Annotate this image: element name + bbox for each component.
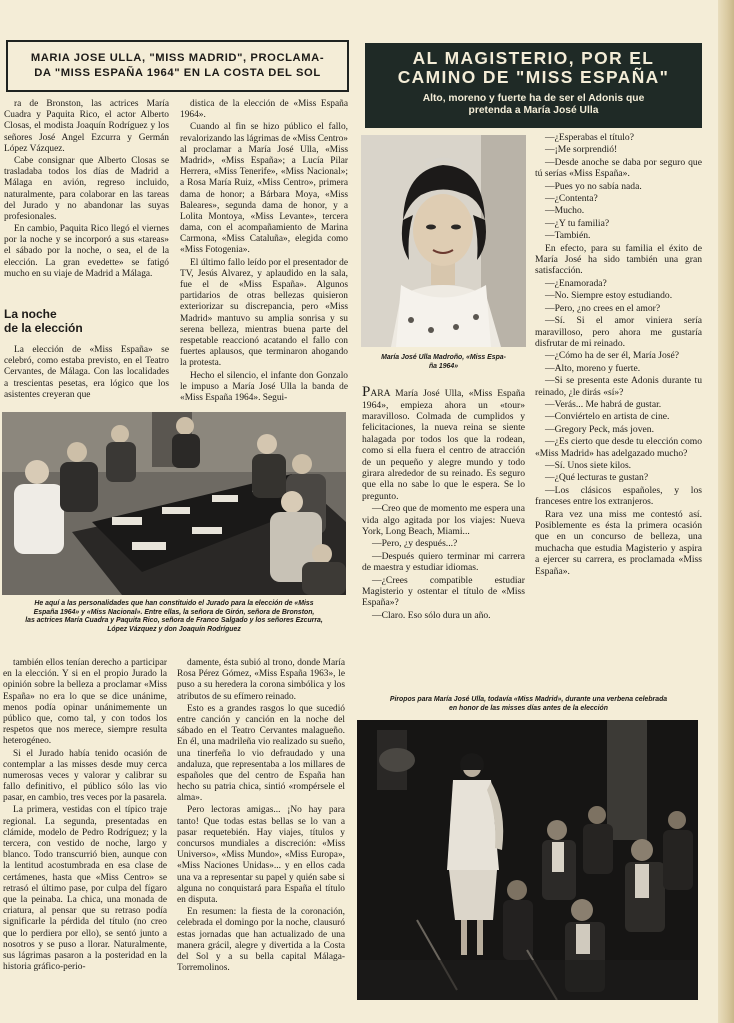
jury-photo <box>2 412 346 595</box>
paragraph: —Alto, moreno y fuerte. <box>545 362 641 374</box>
paragraph: En cambio, Paquita Rico llegó el viernes por la noche y se incorporó a sus «tareas» el sábado por la noche, o sea, el de la elección. La gran evedette» se fatigó mucho en su viaje de Madrid a Málaga. <box>4 224 169 279</box>
paragraph: —No. Siempre estoy estudiando. <box>545 290 673 302</box>
paragraph: Rara vez una miss me contestó así. Posiblemente es ésta la primera ocasión que en un concurso de belleza, una muchacha que estudia Magisterio y aspira a ejercer su carrera, es proclamada «Miss España». <box>535 508 702 577</box>
right-headline-banner <box>365 43 702 128</box>
banner-title-line-2: CAMINO DE "MISS ESPAÑA" <box>397 66 670 87</box>
paragraph: En resumen: la fiesta de la coronación, celebrada el domingo por la noche, clausuró estas jornadas que han actualizado de una manera grácil, alegre y divertida a la Costa del Sol y a su bella capital Málaga-Torremolinos. <box>177 907 345 974</box>
portrait-photo-image <box>361 135 526 347</box>
paragraph: En efecto, para su familia el éxito de María José ha sido también una gran satisfacción. <box>535 242 702 277</box>
paragraph: —Verás... Me habrá de gustar. <box>545 398 662 410</box>
subhead-line-2: de la elección <box>4 321 83 336</box>
paragraph: —También. <box>545 230 591 242</box>
paragraph: —Los clásicos españoles, y los franceses entre los extranjeros. <box>535 484 702 508</box>
intro-paragraph <box>362 386 525 502</box>
paragraph: —Conviértelo en artista de cine. <box>545 411 670 423</box>
portrait-caption-line-2: ña 1964» <box>428 362 459 370</box>
paragraph: —Pero, ¿y después...? <box>372 538 458 550</box>
article-column-3 <box>362 386 525 686</box>
verbena-photo <box>357 720 698 1000</box>
paragraph: —Pero, ¿no crees en el amor? <box>545 302 661 314</box>
paragraph: —¿Crees compatible estudiar Magisterio y ostentar el título de «Miss España»? <box>362 574 525 609</box>
article-column-1-top <box>4 99 169 305</box>
jury-photo-caption <box>2 600 346 635</box>
paragraph: Esto es a grandes rasgos lo que sucedió entre canción y canción en la noche del sábado en el Teatro Cervantes malagueño. En él, una madrileña vio realizado su sueño, una tinerfeña lo vio defraudado y una andaluza, que representaba a los millares de españoles que del centro de España han hecho su patria chica, sintió «rompérsele el alma». <box>177 703 345 804</box>
paragraph: —¿Enamorada? <box>545 277 607 289</box>
verbena-caption-line-1: Piropos para María José Ulla, todavía «Miss Madrid», durante una verbena celebrada <box>389 696 668 703</box>
paragraph: La elección de «Miss España» se celebró, como estaba previsto, en el Teatro Cervantes, de Málaga. Con las localidades a trescientas pesetas, era lógico que los asistentes creyeran que <box>4 345 169 400</box>
jury-photo-image <box>2 412 346 595</box>
article-column-1-bottom <box>3 658 167 1001</box>
paragraph: Si el Jurado había tenido ocasión de contemplar a las misses desde muy cerca numerosas veces y valorar y calibrar su fallo definitivo, el público sólo las vio pasar, en cambio, tres veces por la pasarela. <box>3 748 167 804</box>
drop-cap: P <box>362 386 371 400</box>
paragraph: —¿Es cierto que desde tu elección como «Miss Madrid» has adelgazado mucho? <box>535 436 702 459</box>
left-headline-box <box>6 40 349 92</box>
paragraph: —Si se presenta este Adonis durante tu reinado, ¿le dirás «sí»? <box>535 375 702 398</box>
banner-subtitle <box>375 93 692 119</box>
paragraph: Pero lectoras amigas... ¡No hay para tanto! Que todas estas bellas se lo van a pasar requetebién. Hay viajes, títulos y concursos mundiales a discreción: «Miss Universo», «Miss Mundo», «Miss Europa», «Miss Naciones Unidas»... y en ellos cada una va a representar su papel y quién sabe si alguna no conquistará para España el título en disputa. <box>177 805 345 905</box>
section-subhead <box>4 307 83 336</box>
paragraph: Cuando al fin se hizo público el fallo, revalorizando las lágrimas de «Miss Centro» al proclamar a María José Ulla, «Miss Madrid», «Miss España»; a Lucía Pilar Herrera, «Miss Tenerife», «Miss Nacional»; a Rosa María Ruiz, «Miss Centro», primera dama de honor; a Bárbara Moya, «Miss Baleares», segunda dama de honor, y a Lolita Montoya, «Miss Levante», tercera dama, con el acompañamiento de Marina Carmona, «Miss Cataluña», elegida como «Miss Fotogenia». <box>180 122 348 256</box>
paragraph: —Sí. Si el amor viniera sería maravilloso, pero ahora me gustaría disfrutar de mi reinado. <box>535 315 702 349</box>
paragraph: —Gregory Peck, más joven. <box>545 423 654 435</box>
portrait-caption <box>361 354 526 371</box>
paragraph: —Después quiero terminar mi carrera de maestra y estudiar idiomas. <box>362 550 525 574</box>
jury-caption-line-1: He aquí a las personalidades que han constituido el Jurado para la elección de «Miss <box>34 600 314 607</box>
paragraph: —Mucho. <box>545 205 585 217</box>
paragraph: El último fallo leído por el presentador de TV, Jesús Alvarez, y aplaudido en la sala, fue el de «Miss España». Algunos partidarios de otras bellezas quisieron exteriorizar su discrepancia, pero «Miss Madrid» mantuvo su amplia sonrisa y su serena belleza, mientras buena parte del respetable reaccionó acatando el fallo con fuertes aplausos, que terminaron ahogando la protesta. <box>180 257 348 369</box>
paragraph: —¿Contenta? <box>545 193 598 205</box>
article-column-4 <box>535 132 702 687</box>
paragraph: —¿Qué lecturas te gustan? <box>545 472 649 484</box>
jury-caption-line-3: las actrices María Cuadra y Paquita Rico, señora de Franco Salgado y los señores Ezcurra, <box>25 617 323 625</box>
paragraph: también ellos tenían derecho a participar en la elección. Y si en el propio Jurado la opinión sobre la belleza a proclamar «Miss España» no era lo que se dice unánime, menos podía opinar unánimemente un público que, como tal, y con todos los respetos que nos merece, siempre resulta heterogéneo. <box>3 658 167 747</box>
paragraph: La primera, vestidas con el típico traje regional. La segunda, presentadas en clámide, modelo de Pedro Rodríguez; y la tercera, con vestido de noche, largo y blanco. Todo transcurrió bien, aunque con la lentitud acostumbrada en esa clase de certámenes, hasta que «Miss Centro» se retrasó el último pase, por culpa del fígaro que la peinaba. La chica, una monada de criatura, al pensar que su retraso podía significarle la pérdida del título (no creo que lo perdiera por ello), se sentó junto a nosotros y se puso a llorar. Naturalmente, sus lágrimas pasaron a la posteridad en la historia gráfico-perio- <box>3 805 167 973</box>
verbena-photo-image <box>357 720 698 1000</box>
paragraph: —¿Y tu familia? <box>545 217 610 229</box>
banner-subtitle-line-1: Alto, moreno y fuerte ha de ser el Adonis que <box>422 92 645 104</box>
verbena-caption-line-2: en honor de las misses días antes de la elección <box>449 704 608 712</box>
portrait-caption-line-1: María José Ulla Madroño, «Miss Espa- <box>381 354 506 361</box>
intro-text: ARA María José Ulla, «Miss España 1964», empieza ahora un «tour» maravilloso. Colmada de cumplidos y felicitaciones, la nueva reina se siente halagada por todos los que la rodean, como si ella fuera el centro de atracción de un pequeño y alegre mundo y todo girara alrededor de su reinado. Es seguro que ella no sabe lo que le espera. Se lo pregunto. <box>362 388 525 502</box>
left-headline-line-2: DA "MISS ESPAÑA 1964" EN LA COSTA DEL SOL <box>34 67 321 79</box>
paragraph: —¡Me sorprendió! <box>545 144 618 156</box>
banner-title-line-1: AL MAGISTERIO, POR EL <box>412 48 655 68</box>
paragraph: —Creo que de momento me espera una vida algo agitada por los viajes: Nueva York, Long Beach, Miami... <box>362 503 525 537</box>
paragraph: —Desde anoche se daba por seguro que tú serías «Miss España». <box>535 156 702 180</box>
subhead-line-1: La noche <box>4 307 57 321</box>
paragraph: Hecho el silencio, el infante don Gonzalo le impuso a María José Ulla la banda de «Miss España 1964». Segui- <box>180 370 348 403</box>
paragraph: damente, ésta subió al trono, donde María Rosa Pérez Gómez, «Miss España 1963», le puso a su heredera la corona simbólica y los atributos de su efímero reinado. <box>177 658 345 702</box>
page-edge <box>718 0 734 1023</box>
verbena-caption <box>356 696 701 713</box>
paragraph: ra de Bronston, las actrices María Cuadra y Paquita Rico, el actor Alberto Closas, el modista Joaquín Rodríguez y los señores José Angel Ezcurra y Germán López Vázquez. <box>4 99 169 154</box>
paragraph: —¿Esperabas el título? <box>545 132 634 143</box>
portrait-photo <box>361 135 526 347</box>
paragraph: distica de la elección de «Miss España 1964». <box>180 99 348 121</box>
banner-title <box>375 49 692 87</box>
article-column-2-bottom <box>177 658 345 1001</box>
jury-caption-line-2: España 1964» y «Miss Nacional». Entre ellas, la señora de Girón, señora de Bronston, <box>33 608 315 616</box>
left-headline <box>31 51 324 81</box>
banner-subtitle-line-2: pretenda a María José Ulla <box>468 105 599 117</box>
paragraph: —Pues yo no sabía nada. <box>545 180 642 192</box>
article-column-2-top <box>180 99 348 407</box>
paragraph: —Claro. Eso sólo dura un año. <box>372 609 491 621</box>
paragraph: —¿Cómo ha de ser él, María José? <box>545 350 680 362</box>
paragraph: Cabe consignar que Alberto Closas se trasladaba todos los días de Madrid a Málaga en avión, regreso incluido, naturalmente, para colaborar en las tareas del Jurado y no abandonar las suyas profesionales. <box>4 155 169 222</box>
left-headline-line-1: MARIA JOSE ULLA, "MISS MADRID", PROCLAMA- <box>30 51 325 64</box>
paragraph: —Sí. Unos siete kilos. <box>545 459 632 471</box>
jury-caption-line-4: López Vázquez y don Joaquín Rodríguez <box>107 625 241 633</box>
article-column-1-election <box>4 345 169 407</box>
